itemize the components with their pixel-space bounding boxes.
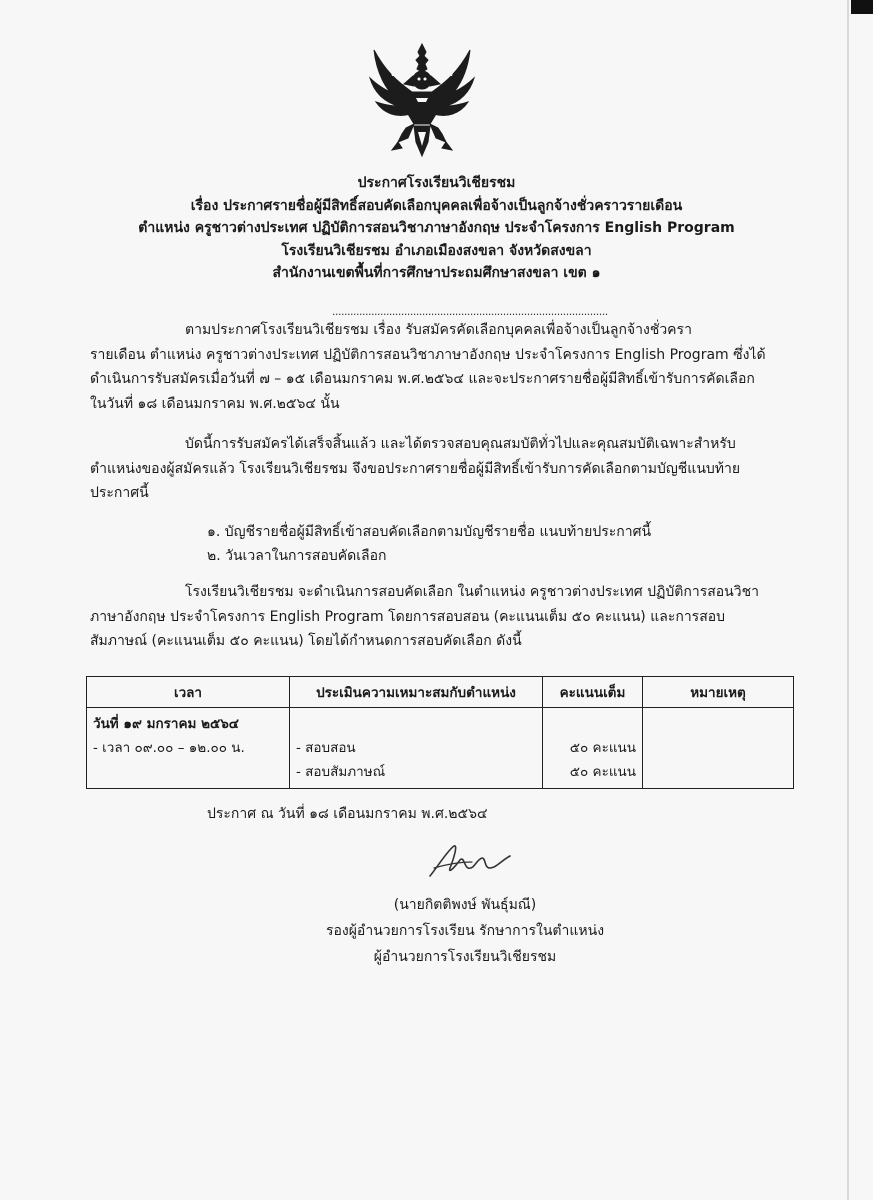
signer-title: รองผู้อำนวยการโรงเรียน รักษาการในตำแหน่ง xyxy=(325,923,605,939)
page-edge-shadow xyxy=(847,0,849,1200)
announcement-heading xyxy=(60,172,813,285)
paragraph-line: ภาษาอังกฤษ ประจำโครงการ English Program โดยการสอบสอน (คะแนนเต็ม ๕๐ คะแนน) และการสอบ xyxy=(90,608,726,625)
garuda-emblem xyxy=(368,42,476,160)
signer-title-2: ผู้อำนวยการโรงเรียนวิเชียรชม xyxy=(373,949,557,965)
cell-score xyxy=(543,708,643,789)
numbered-list xyxy=(207,520,651,568)
column-header-full-score: คะแนนเต็ม xyxy=(543,677,643,708)
exam-schedule-table xyxy=(86,676,794,789)
paragraph-line: ตำแหน่งของผู้สมัครแล้ว โรงเรียนวิเชียรชม จึงขอประกาศรายชื่อผู้มีสิทธิ์เข้ารับการคัดเลือกตามบัญชีแนบท้าย xyxy=(90,460,741,477)
paragraph-line: บัดนี้การรับสมัครได้เสร็จสิ้นแล้ว และได้ตรวจสอบคุณสมบัติทั่วไปและคุณสมบัติเฉพาะสำหรับ xyxy=(185,436,736,452)
heading-school: โรงเรียนวิเชียรชม อำเภอเมืองสงขลา จังหวัดสงขลา xyxy=(281,242,592,259)
paragraph-reference xyxy=(90,318,800,416)
signer-name: (นายกิตติพงษ์ พันธุ์มณี) xyxy=(393,897,537,913)
list-item: ๑. บัญชีรายชื่อผู้มีสิทธิ์เข้าสอบคัดเลือกตามบัญชีรายชื่อ แนบท้ายประกาศนี้ xyxy=(207,524,652,540)
table-row xyxy=(87,708,794,789)
assessment-item: - สอบสอน xyxy=(296,740,356,756)
column-header-assessment: ประเมินความเหมาะสมกับตำแหน่ง xyxy=(290,677,543,708)
heading-subject: เรื่อง ประกาศรายชื่อผู้มีสิทธิ์สอบคัดเลือกบุคคลเพื่อจ้างเป็นลูกจ้างชั่วคราวรายเดือน xyxy=(190,197,683,214)
paragraph-status xyxy=(90,432,800,506)
cell-assessment xyxy=(290,708,543,789)
scan-corner-mark xyxy=(851,0,873,14)
heading-office: สำนักงานเขตพื้นที่การศึกษาประถมศึกษาสงขลา เขต ๑ xyxy=(272,265,601,281)
table-header-row xyxy=(87,677,794,708)
paragraph-line: ประกาศนี้ xyxy=(90,485,149,501)
paragraph-schedule xyxy=(90,580,800,654)
handwritten-signature xyxy=(424,838,516,888)
list-item: ๒. วันเวลาในการสอบคัดเลือก xyxy=(207,548,387,564)
paragraph-line: สัมภาษณ์ (คะแนนเต็ม ๕๐ คะแนน) โดยได้กำหนดการสอบคัดเลือก ดังนี้ xyxy=(90,633,522,649)
heading-position: ตำแหน่ง ครูชาวต่างประเทศ ปฏิบัติการสอนวิชาภาษาอังกฤษ ประจำโครงการ English Program xyxy=(138,220,735,236)
paragraph-line: ในวันที่ ๑๘ เดือนมกราคม พ.ศ.๒๕๖๔ นั้น xyxy=(90,395,340,412)
column-header-time: เวลา xyxy=(87,677,290,708)
cell-time xyxy=(87,708,290,789)
signer-block xyxy=(300,892,630,970)
column-header-remark: หมายเหตุ xyxy=(643,677,794,708)
assessment-item: - สอบสัมภาษณ์ xyxy=(296,764,386,780)
exam-time: - เวลา ๐๙.๐๐ – ๑๒.๐๐ น. xyxy=(93,740,245,756)
cell-remark xyxy=(643,708,794,789)
score-item: ๕๐ คะแนน xyxy=(569,764,636,780)
paragraph-line: ตามประกาศโรงเรียนวิเชียรชม เรื่อง รับสมัครคัดเลือกบุคคลเพื่อจ้างเป็นลูกจ้างชั่วครา xyxy=(185,322,692,338)
paragraph-line: ดำเนินการรับสมัครเมื่อวันที่ ๗ – ๑๕ เดือนมกราคม พ.ศ.๒๕๖๔ และจะประกาศรายชื่อผู้มีสิทธิ์เข้ารับการคัดเลือก xyxy=(90,371,755,387)
paragraph-line: โรงเรียนวิเชียรชม จะดำเนินการสอบคัดเลือก ในตำแหน่ง ครูชาวต่างประเทศ ปฏิบัติการสอนวิชา xyxy=(185,584,759,600)
heading-org: ประกาศโรงเรียนวิเชียรชม xyxy=(357,175,516,191)
paragraph-line: รายเดือน ตำแหน่ง ครูชาวต่างประเทศ ปฏิบัติการสอนวิชาภาษาอังกฤษ ประจำโครงการ English Program ซึ่งได้ xyxy=(90,346,766,363)
exam-date: วันที่ ๑๙ มกราคม ๒๕๖๔ xyxy=(93,716,240,732)
announce-date: ประกาศ ณ วันที่ ๑๘ เดือนมกราคม พ.ศ.๒๕๖๔ xyxy=(207,806,488,822)
score-item: ๕๐ คะแนน xyxy=(569,740,636,756)
heading-separator: ............................................................................................ xyxy=(332,305,608,318)
